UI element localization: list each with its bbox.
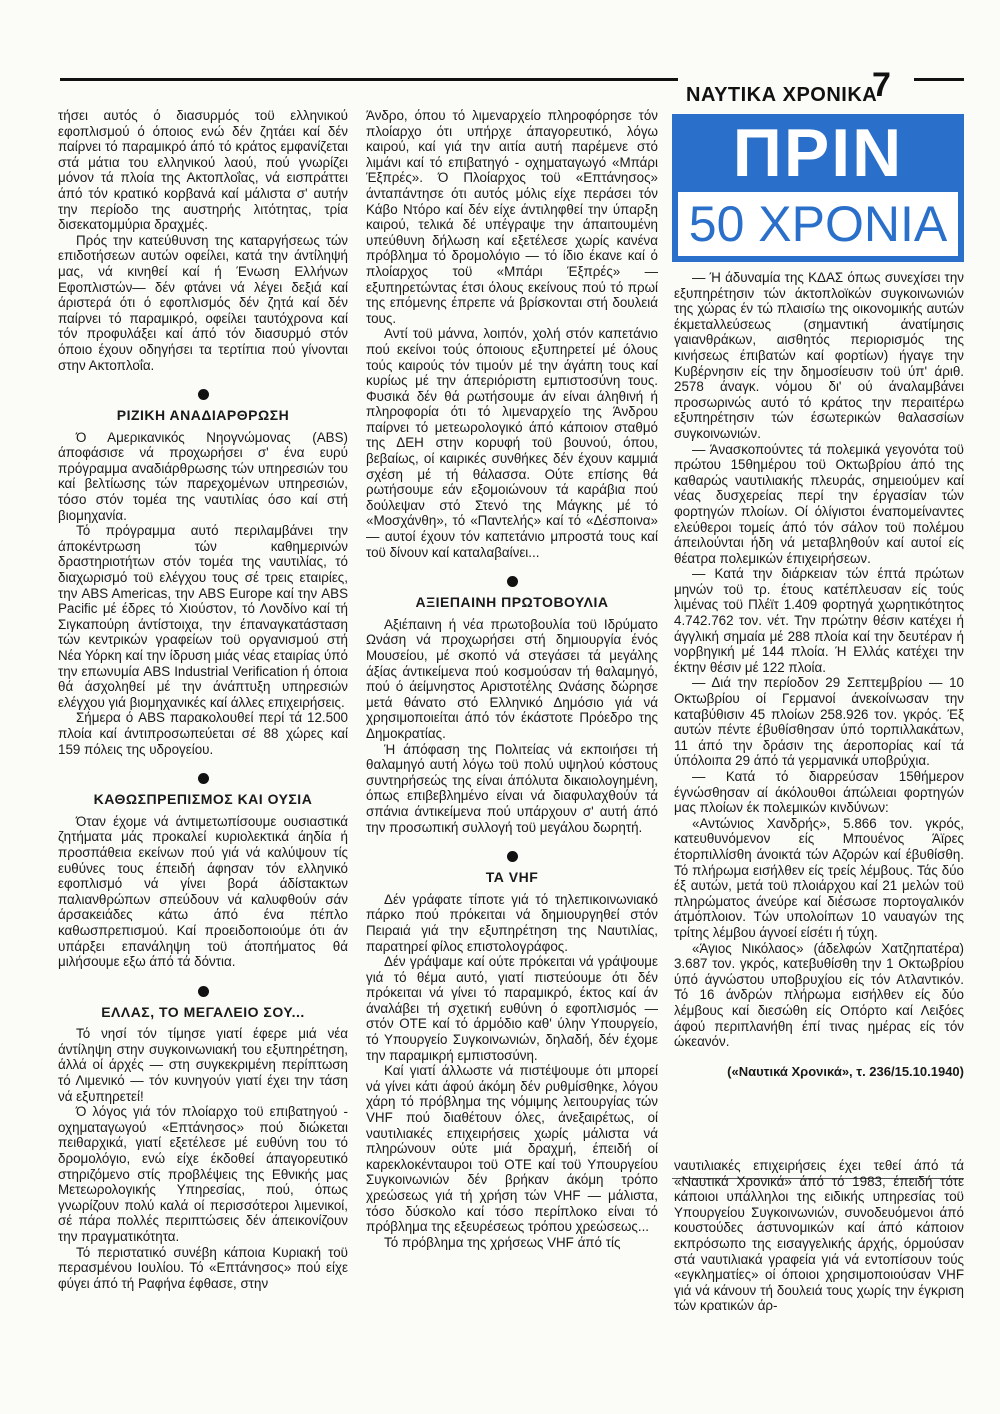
paragraph: Δέν γράψαμε καί ούτε πρόκειται νά γράψουμε γιά τό θέμα αυτό, γιατί πιστεύουμε ότι δέν πρόκειται νά γίνει τό παραμικρό, έκτος καί άν άναλάβει τή σχετική ευθύνη ό εφοπλισμός — στόν ΟΤΕ καί τό άρμόδιο καθ' ύλην Υπουργείο, τό Υπουργείο Συγκοινωνιών, δηλαδή, δέν έχομε την παραμικρή εμπιστοσύνη.	[366, 954, 658, 1063]
paragraph: Ό Αμερικανικός Νηογνώμονας (ABS) άποφάσισε νά προχωρήσει σ' ένα ευρύ πρόγραμμα αναδιάρθρωσης τών υπηρεσιών του καί βελτίωσης τών παρεχομένων υπηρεσιών, τόσο στόν τομέα της ναυτιλίας όσο καί στή βιομηχανία.	[58, 429, 348, 523]
paragraph: Τό πρόβλημα της χρήσεως VHF άπό τίς	[384, 1234, 621, 1250]
paragraph: — Κατά τό διαρρεύσαν 15θήμερον έγνώσθησαν αί άκόλουθοι άπώλειαι φορτηγών μας πλοίων έκ πολεμικών κινδύνων:	[674, 769, 964, 816]
prin-50-xronia-banner	[672, 114, 964, 262]
paragraph: Καί γιατί άλλωστε νά πιστέψουμε ότι μπορεί νά γίνει κάτι άφού άκόμη δέν ρυθμίσθηκε, λόγου χάρη τό πρόβλημα της νόμιμης λειτουργίας τών VHF πού διαθέτουν όλες, άνεξαιρέτως, οί ναυτιλιακές επιχειρήσεις χωρίς μάλιστα νά πληρώνουν ούτε μιά δραχμή, έπειδή οί καρεκλοκένταυροι τοϋ ΟΤΕ καί τοϋ Υπουργείου Συγκοινωνιών δέν βρήκαν άκόμη τρόπο χρεώσεως γιά τή χρήση τών VHF — μάλιστα, τόσο δύσκολο καί τόσο περίπλοκο είναι τό πρόβλημα της εξευρέσεως τρόπου χρεώσεως...	[366, 1063, 658, 1235]
column-3-continuation	[674, 1158, 964, 1314]
column-2	[366, 108, 658, 1250]
paragraph: τήσει αυτός ό διασυρμός τοϋ ελληνικού εφοπλισμού ό όποιος ενώ δέν ζητάει καί δέν παίρνει τό παραμικρό άπό τό κράτος εμφανίζεται στά μάτια του ελληνικού λαού, πού γνωρίζει μόνον τά πλοία της Ακτοπλοΐας, νά εισπράττει άπό τόν κρατικό κορβανά καί μάλιστα σ' αυτήν την περίοδο της αυστηρής λιτότητας, τρία δισεκατομμύρια δραχμές.	[58, 108, 348, 233]
paragraph: — Άνασκοπούντες τά πολεμικά γεγονότα τοϋ πρώτου 15θημέρου τοϋ Οκτωβρίου άπό της καθαρώς ναυτιλιακής πλευράς, σημειούμεν καί νέας δυσχερείας περί την έργασίαν τών φορτηγών πλοίων. Οί όλίγιστοι έναπομείναντες ελεύθεροι τομείς άπό τόν σάλον τοϋ πολέμου άπειλούνται ήδη νά μεταβληθούν καί αυτοί είς θέατρα πολεμικών έπιχειρήσεων.	[674, 441, 964, 566]
paragraph: Ή άπόφαση της Πολιτείας νά εκποιήσει τή θαλαμηγό αυτή λόγω τοϋ πολύ υψηλού κόστους συντηρήσεώς της είναι άπόλυτα δικαιολογημένη, όπως επιβεβλημένο είναι νά διαφυλαχθούν τά σπάνια άντικείμενα πού υπάρχουν σ' αυτή άπό την προσωπική συλλογή τοϋ μεγάλου δωρητή.	[366, 741, 658, 835]
section-heading: ΕΛΛΑΣ, ΤΟ ΜΕΓΑΛΕΙΟ ΣΟΥ...	[101, 1003, 305, 1020]
paragraph: Όταν έχομε νά άντιμετωπίσουμε ουσιαστικά ζητήματα μάς προκαλεί κυριολεκτικά άηδία ή προσπάθεια εκείνων πού γιά νά καλύψουν τίς ευθύνες τους έπειδή άφησαν τόν ελληνικό εφοπλισμό νά γίνει βορά άδίστακτων παλιανθρώπων σπεύδουν νά καλυφθούν σάν άρσακειάδες κάτω άπό ένα πέπλο καθωσπρεπισμού. Καί προειδοποιούμε ότι άν υπάρξει επανάληψη τοϋ άτοπήματος θά μιλήσουμε εξω άπό τά δόντια.	[58, 813, 348, 970]
paragraph: Πρός την κατεύθυνση της καταργήσεως τών επιδοτήσεων αυτών οφείλει, κατά την άντίληψή μας, νά κινηθεί καί ή Ένωση Ελλήνων Εφοπλιστών— δέν φτάνει νά λέγει δεξιά καί άριστερά ότι ό εφοπλισμός δέν ζητά καί δέν παίρνει τό παραμικρό, οφείλει ταυτόχρονα καί τόν προφυλάξει καί άπό τόν διασυρμό στόν όποιο έχουν οδηγήσει τα τερτίπια πού γίνονται στην Ακτοπλοΐα.	[58, 232, 348, 373]
paragraph: Τό νησί τόν τίμησε γιατί έφερε μιά νέα άντίληψη στην συγκοινωνιακή του εξυπηρέτηση, άλλά οί άρχές — στη συγκεκριμένη περίπτωση τό Λιμενικό — τόν κυνηγούν γιατί έχει την τάση νά εξυπηρετεί!	[58, 1026, 348, 1104]
paragraph: Τό πρόγραμμα αυτό περιλαμβάνει την άποκέντρωση τών καθημερινών δραστηριοτήτων στόν τομέα της ναυτιλίας, τό διαχωρισμό τοϋ ελέγχου τους σέ τρεις εταιρίες, την ABS Americas, την ABS Europe καί την ABS Pacific μέ έδρες τό Χιούστον, τό Λονδίνο καί τή Σιγκαπούρη άντίστοιχα, την έπαναγκατάσταση τών κεντρικών γραφείων τοϋ οργανισμού στή Νέα Υόρκη καί την ίδρυση μιάς νέας εταιρίας ύπό την επωνυμία ABS Industrial Verification ή όποια θά άσχοληθεί μέ την άνάπτυξη υπηρεσιών ελέγχου γιά βιομηχανικές καί άλλες επιχειρήσεις.	[58, 523, 348, 710]
bullet-separator	[198, 986, 209, 997]
paragraph: — Διά την περίοδον 29 Σεπτεμβρίου — 10 Οκτωβρίου οί Γερμανοί άνεκοίνωσαν την καταβύθισιν 45 πλοίων 258.926 τον. γκρός. Έξ αυτών πέντε έβυθίσθησαν ύπό τορπιλλακάτων, 11 άπό την δράσιν της άεροπορίας καί τά ύπόλοιπα 29 άπό τά γερμανικά υποβρύχια.	[674, 675, 964, 769]
section-heading: ΑΞΙΕΠΑΙΝΗ ΠΡΩΤΟΒΟΥΛΙΑ	[415, 594, 609, 611]
banner-subtitle: 50 ΧΡΟΝΙΑ	[678, 192, 958, 256]
paragraph: «Αντώνιος Χανδρής», 5.866 τον. γκρός, κατευθυνόμενον είς Μπουένος Άϊρες έτορπιλλίσθη άνοικτά τών Αζορών καί έβυθίσθη. Τό πλήρωμα εισήλθεν είς τρείς λέμβους. Τάς δύο έξ αυτών, μετά τοϋ πλοιάρχου καί 21 μελών τοϋ πληρώματος άνεύρε καί διέσωσε πορτογαλικόν άτμόπλοιον. Τών υπολοίπων 10 ναυαγών της τρίτης λέμβου άγνοεί είσέτι ή τύχη.	[674, 815, 964, 940]
bullet-separator	[507, 851, 518, 862]
paragraph: «Άγιος Νικόλαος» (άδελφών Χατζηπατέρα) 3.687 τον. γκρός, κατεβυθίσθη την 1 Οκτωβρίου ύπό άγνώστου υποβρυχίου είς τόν Ατλαντικόν. Τό 16 άνδρών πλήρωμα εισήλθεν είς δύο λέμβους καί διεσώθη είς Οπόρτο καί Λειξόες άφού περιπλανήθη έπί τινας ημέρας είς τόν ώκεανόν.	[674, 940, 964, 1050]
bullet-separator	[198, 389, 209, 400]
bullet-separator	[198, 773, 209, 784]
column-3	[674, 270, 964, 1079]
paragraph: Δέν γράφατε τίποτε γιά τό τηλεπικοινωνιακό πάρκο πού πρόκειται νά δημιουργηθεί στόν Πειραιά γιά την εξυπηρέτηση της Ναυτιλίας, παρατηρεί φίλος επιστολογράφος.	[366, 891, 658, 954]
section-heading: ΚΑΘΩΣΠΡΕΠΙΣΜΟΣ ΚΑΙ ΟΥΣΙΑ	[93, 791, 313, 808]
paragraph: Τό περιστατικό συνέβη κάποια Κυριακή τοϋ περασμένου Ιουλίου. Τό «Επτάνησος» πού είχε φύγει άπό τή Ραφήνα έφθασε, στην	[58, 1244, 348, 1291]
paragraph: Αντί τοϋ μάννα, λοιπόν, χολή στόν καπετάνιο πού εκείνοι τούς όποιους εξυπηρετεί μέ όλους τούς καιρούς τόν τιμούν μέ την άγάπη τους καί κυρίως μέ την άπεριόριστη εμπιστοσύνη τους. Φυσικά δέν θά ρωτήσουμε άν είναι άληθινή ή πληροφορία ότι τό λιμεναρχείο της Άνδρου παίρνει τό μετεωρολογικό άπό κάποιον σταθμό της ΔΕΗ στην κορυφή τοϋ βουνού, όπου, βεβαίως, οί καιρικές συνθήκες δέν έχουν καμμιά σχέση μέ τή θάλασσα. Ούτε επίσης θά ρωτήσουμε εάν εξομοιώνουν τά καράβια πού δούλεψαν στό Στενό της Μάγκης μέ τό «Μοσχάνθη», τό «Παντελής» καί τό «Δέσποινα» — αυτοί έχουν τόν καπετάνιο μπροστά τους καί τοϋ δίνουν καί καταλαβαίνει...	[366, 326, 658, 560]
citation: («Ναυτικά Χρονικά», τ. 236/15.10.1940)	[727, 1063, 964, 1079]
column-1	[58, 108, 348, 1291]
paragraph: Σήμερα ό ABS παρακολουθεί περί τά 12.500 πλοία καί άντιπροσωπεύεται σέ 88 χώρες καί 159 πόλεις της υδρογείου.	[58, 710, 348, 757]
paragraph: Ό λόγος γιά τόν πλοίαρχο τοϋ επιβατηγού - οχηματαγωγού «Επτάνησος» πού διώκεται πειθαρχικά, γιατί εξετέλεσε μέ ευθύνη του τό δρομολόγιο, ενώ είχε έκδοθεί άπαγορευτικό στηριζόμενο στίς προβλέψεις της Εθνικής μας Μετεωρολογικής Υπηρεσίας, πού, όπως γνωρίζουν πολύ καλά οί περισσότεροι λιμενικοί, σέ πάρα πολλές περιπτώσεις δέν άπεικονίζουν την πραγματικότητα.	[58, 1104, 348, 1244]
top-rule-left	[60, 78, 678, 81]
bullet-separator	[507, 576, 518, 587]
top-rule-right	[914, 78, 964, 81]
paragraph: — Κατά την διάρκειαν τών έπτά πρώτων μηνών τοϋ τρ. έτους κατέπλευσαν είς τούς λιμένας τοϋ Πλέϊτ 1.409 φορτηγά χωρητικότητος 4.742.762 τον. νέτ. Την πρώτην θέσιν κατέχει ή άγγλική σημαία μέ 288 πλοία καί την δευτέραν ή νορβηγική μέ 144 πλοία. Ή Ελλάς κατέχει την έκτην θέσιν μέ 122 πλοία.	[674, 566, 964, 675]
section-heading: ΡΙΖΙΚΗ ΑΝΑΔΙΑΡΘΡΩΣΗ	[116, 407, 290, 424]
paragraph: ναυτιλιακές επιχειρήσεις έχει τεθεί άπό τά «Ναυτικά Χρονικά» άπό τό 1983, έπειδή τότε κάποιοι υπάλληλοι της ειδικής υπηρεσίας τοϋ Υπουργείου Συγκοινωνιών, συνοδευόμενοι άπό κουστούδες άστυνομικών καί άπό κάποιον εκπρόσωπο της εισαγγελικής άρχής, όρμούσαν στά ναυτιλιακά γραφεία γιά νά εντοπίσουν τούς «εγκληματίες» οί όποιοι χρησιμοποιούσαν VHF γιά νά κάνουν τή δουλειά τους χωρίς την έγκριση τών κρατικών άρ-	[674, 1158, 964, 1314]
banner-title: ΠΡΙΝ	[732, 115, 904, 191]
paragraph: — Ή άδυναμία της ΚΔΑΣ όπως συνεχίσει την εξυπηρέτησιν τών άκτοπλοϊκών συγκοινωνιών της χώρας έν τώ πλαισίω της οικονομικής αυτών έκμεταλλεύσεως (σημαντική άνατίμησις γαιανθράκων, αισθητός περιορισμός της κινήσεως έπιβατών καί φορτίων) ήγαγε την Κυβέρνησιν είς την δημοσίευσιν τοϋ ύπ' άριθ. 2578 άναγκ. νόμου δι' ού άναλαμβάνει προσωρινώς αυτό τό κράτος την περαιτέρω εξυπηρέτησιν τών έσωτερικών θαλασσίων συγκοινωνιών.	[674, 270, 964, 441]
page-number: 7	[872, 66, 891, 104]
paragraph: Αξιέπαινη ή νέα πρωτοβουλία τοϋ Ιδρύματο Ωνάση νά προχωρήσει στή δημιουργία ένός Μουσείου, μέ σκοπό νά στεγάσει τά μεγάλης άξίας άντικείμενα πού κοσμούσαν τή θαλαμηγό, πού ό άείμνηστος Αριστοτέλης Ωνάσης δώρησε μετά θάνατο στό Ελληνικό Δημόσιο γιά νά χρησιμοποιείται άπό τόν έκάστοτε Πρόεδρο της Δημοκρατίας.	[366, 616, 658, 741]
publication-name: ΝΑΥΤΙΚΑ ΧΡΟΝΙΚΑ	[686, 84, 878, 106]
section-heading: ΤΑ VHF	[485, 869, 539, 886]
paragraph: Άνδρο, όπου τό λιμεναρχείο πληροφόρησε τόν πλοίαρχο ότι υπήρχε άπαγορευτικό, λόγω καιρού, καί γιά την αιτία αυτή παρέμενε στό λιμάνι καί τό επιβατηγό - οχηματαγωγό «Μπάρι Έξπρές». Ό Πλοίαρχος τοϋ «Επτάνησος» άνταπάντησε ότι αυτός μόλις είχε περάσει τόν Κάβο Ντόρο καί δέν είχε άντιληφθεί την ύπαρξη καιρού, τελικά δέ υπέγραψε την άπαιτουμένη υπεύθυνη δήλωση καί εξετέλεσε χωρίς κανένα πρόβλημα τό δρομολόγιο — τό ίδιο έκανε καί ό πλοίαρχος τοϋ «Μπάρι Έξπρές» — εξυπηρετώντας έτσι όλους εκείνους πού τό πρωί της επόμενης έπρεπε νά βρίσκονται στή δουλειά τους.	[366, 108, 658, 326]
